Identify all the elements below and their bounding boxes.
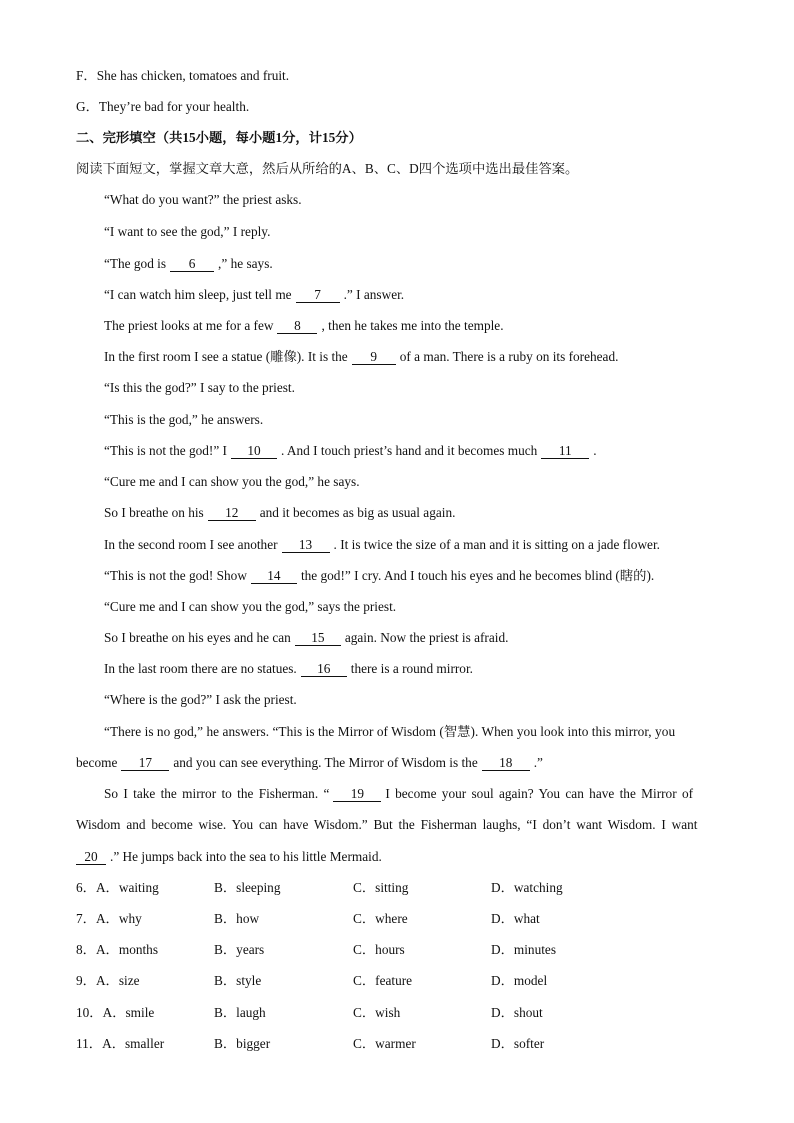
option-a[interactable]: A．months — [95, 942, 159, 957]
passage-line: “There is no god,” he answers. “This is the Mirror of Wisdom (智慧). When you look into this mirror, you — [104, 724, 676, 739]
option-d[interactable]: D．shout — [491, 1005, 543, 1020]
passage-line: “This is the god,” he answers. — [104, 412, 264, 427]
option-c[interactable]: C．where — [353, 911, 408, 926]
section-title: 二、完形填空（共15小题，每小题1分，计15分） — [76, 130, 362, 145]
passage-line: Wisdom and become wise. You can have Wisdom.” But the Fisherman laughs, “I don’t want Wisdom. I want — [76, 817, 698, 832]
option-d[interactable]: D．softer — [491, 1036, 545, 1051]
question-6: 6．A．waiting — [76, 880, 159, 895]
option-b[interactable]: B．years — [214, 942, 265, 957]
passage-line: “Cure me and I can show you the god,” he says. — [104, 474, 360, 489]
blank-6[interactable]: 6 — [170, 257, 214, 272]
blank-9[interactable]: 9 — [352, 350, 396, 365]
question-9: 9．A．size — [76, 973, 140, 988]
passage-line: “I can watch him sleep, just tell me 7 .” I answer. — [104, 287, 405, 302]
question-11: 11．A．smaller — [76, 1036, 165, 1051]
option-b[interactable]: B．style — [214, 973, 262, 988]
passage-line: “I want to see the god,” I reply. — [104, 224, 271, 239]
passage-line: “This is not the god!” I 10 . And I touch priest’s hand and it becomes much 11 . — [104, 443, 597, 458]
blank-13[interactable]: 13 — [282, 538, 330, 553]
passage-line: become 17 and you can see everything. The Mirror of Wisdom is the 18 .” — [76, 755, 543, 770]
question-10: 10．A．smile — [76, 1005, 155, 1020]
passage-line: So I breathe on his eyes and he can 15 again. Now the priest is afraid. — [104, 630, 509, 645]
option-b[interactable]: B．sleeping — [214, 880, 281, 895]
option-b[interactable]: B．laugh — [214, 1005, 266, 1020]
option-a[interactable]: A．waiting — [95, 880, 159, 895]
option-c[interactable]: C．warmer — [353, 1036, 416, 1051]
question-7: 7．A．why — [76, 911, 142, 926]
passage-line: In the last room there are no statues. 16 there is a round mirror. — [104, 661, 473, 676]
passage-line: 20 .” He jumps back into the sea to his little Mermaid. — [76, 849, 382, 865]
passage-line: “Cure me and I can show you the god,” says the priest. — [104, 599, 397, 614]
passage-line: The priest looks at me for a few 8 , then he takes me into the temple. — [104, 318, 504, 333]
option-c[interactable]: C．hours — [353, 942, 405, 957]
passage-line: In the second room I see another 13 . It is twice the size of a man and it is sitting on a jade flower. — [104, 537, 660, 552]
section-instruction: 阅读下面短文，掌握文章大意，然后从所给的A、B、C、D四个选项中选出最佳答案。 — [76, 161, 579, 176]
blank-15[interactable]: 15 — [295, 631, 341, 646]
question-8: 8．A．months — [76, 942, 159, 957]
option-f: F．She has chicken, tomatoes and fruit. — [76, 68, 290, 83]
blank-8[interactable]: 8 — [277, 319, 317, 334]
option-d[interactable]: D．watching — [491, 880, 563, 895]
passage-line: “Is this the god?” I say to the priest. — [104, 380, 295, 395]
blank-18[interactable]: 18 — [482, 756, 530, 771]
option-d[interactable]: D．minutes — [491, 942, 557, 957]
passage-line: So I take the mirror to the Fisherman. “ 19 I become your soul again? You can have the Mirror of — [104, 786, 694, 801]
blank-10[interactable]: 10 — [231, 444, 277, 459]
blank-19[interactable]: 19 — [333, 787, 381, 802]
option-d[interactable]: D．what — [491, 911, 540, 926]
passage-line: “What do you want?” the priest asks. — [104, 192, 302, 207]
option-a[interactable]: A．smaller — [102, 1036, 165, 1051]
option-c[interactable]: C．wish — [353, 1005, 401, 1020]
option-a[interactable]: A．why — [95, 911, 142, 926]
option-b[interactable]: B．bigger — [214, 1036, 271, 1051]
passage-line: So I breathe on his 12 and it becomes as big as usual again. — [104, 505, 456, 520]
blank-11[interactable]: 11 — [541, 444, 589, 459]
passage-line: “The god is 6 ,” he says. — [104, 256, 273, 271]
blank-17[interactable]: 17 — [121, 756, 169, 771]
blank-7[interactable]: 7 — [296, 288, 340, 303]
option-a[interactable]: A．smile — [102, 1005, 155, 1020]
passage-line: In the first room I see a statue (雕像). It is the 9 of a man. There is a ruby on its forehead. — [104, 349, 619, 364]
blank-16[interactable]: 16 — [301, 662, 347, 677]
option-d[interactable]: D．model — [491, 973, 548, 988]
option-c[interactable]: C．feature — [353, 973, 413, 988]
option-c[interactable]: C．sitting — [353, 880, 409, 895]
option-g: G．They’re bad for your health. — [76, 99, 250, 114]
blank-20[interactable]: 20 — [76, 850, 106, 865]
blank-14[interactable]: 14 — [251, 569, 297, 584]
option-a[interactable]: A．size — [95, 973, 140, 988]
blank-12[interactable]: 12 — [208, 506, 256, 521]
passage-line: “Where is the god?” I ask the priest. — [104, 692, 297, 707]
option-b[interactable]: B．how — [214, 911, 260, 926]
passage-line: “This is not the god! Show 14 the god!” I cry. And I touch his eyes and he becomes blind (瞎的). — [104, 568, 655, 583]
